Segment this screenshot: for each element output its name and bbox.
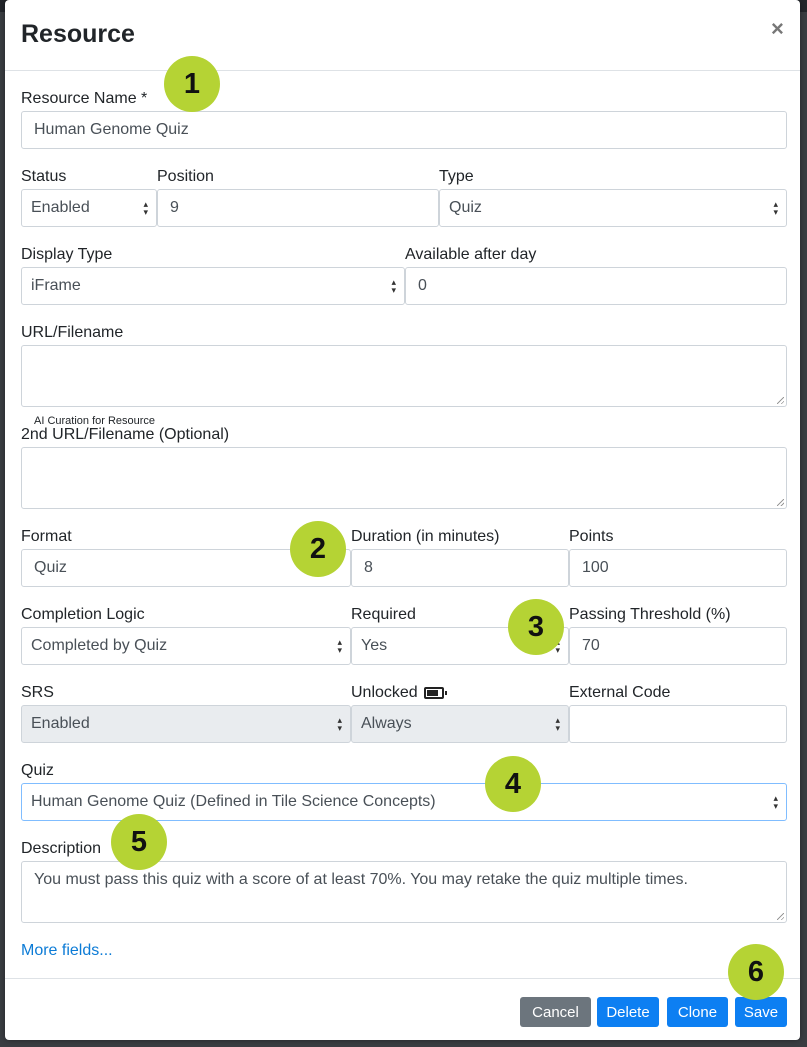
available-after-day-label: Available after day <box>405 246 537 263</box>
type-value: Quiz <box>449 199 482 216</box>
url2-label: 2nd URL/Filename (Optional) <box>21 426 230 443</box>
display-type-value: iFrame <box>31 277 81 294</box>
save-button[interactable]: Save <box>735 997 787 1027</box>
points-input[interactable]: 100 <box>569 549 787 587</box>
completion-logic-label: Completion Logic <box>21 606 145 623</box>
url2-textarea[interactable] <box>21 447 787 509</box>
url-label: URL/Filename <box>21 324 124 341</box>
passing-threshold-input[interactable]: 70 <box>569 627 787 665</box>
type-select[interactable] <box>439 189 787 227</box>
external-code-label: External Code <box>569 684 671 701</box>
modal-header <box>5 0 800 71</box>
modal-title: Resource <box>21 20 135 48</box>
resource-name-input[interactable]: Human Genome Quiz <box>21 111 787 149</box>
unlocked-value: Always <box>361 715 412 732</box>
points-label: Points <box>569 528 614 545</box>
description-textarea[interactable]: You must pass this quiz with a score of at least 70%. You may retake the quiz multiple times. <box>21 861 787 923</box>
close-icon[interactable]: × <box>771 16 784 41</box>
unlocked-label-text: Unlocked <box>351 684 418 701</box>
display-type-select[interactable] <box>21 267 405 305</box>
required-value: Yes <box>361 637 388 654</box>
srs-select[interactable] <box>21 705 351 743</box>
delete-button[interactable]: Delete <box>597 997 659 1027</box>
completion-logic-select[interactable] <box>21 627 351 665</box>
position-input[interactable]: 9 <box>157 189 439 227</box>
quiz-value: Human Genome Quiz (Defined in Tile Science Concepts) <box>31 793 436 810</box>
unlocked-select[interactable] <box>351 705 569 743</box>
callout-badge-6: 6 <box>728 944 784 1000</box>
more-fields-link[interactable]: More fields... <box>21 942 113 959</box>
srs-value: Enabled <box>31 715 90 732</box>
clone-button[interactable]: Clone <box>667 997 728 1027</box>
resource-modal <box>5 0 800 1040</box>
format-input[interactable]: Quiz <box>21 549 351 587</box>
battery-icon <box>424 687 444 699</box>
callout-badge-1: 1 <box>164 56 220 112</box>
modal-footer <box>5 978 800 1040</box>
unlocked-label <box>351 684 444 702</box>
callout-badge-2: 2 <box>290 521 346 577</box>
status-value: Enabled <box>31 199 90 216</box>
completion-logic-value: Completed by Quiz <box>31 637 168 654</box>
type-label: Type <box>439 168 474 185</box>
callout-badge-5: 5 <box>111 814 167 870</box>
passing-threshold-label: Passing Threshold (%) <box>569 606 731 623</box>
callout-badge-3: 3 <box>508 599 564 655</box>
available-after-day-input[interactable]: 0 <box>405 267 787 305</box>
description-label: Description <box>21 840 102 857</box>
duration-label: Duration (in minutes) <box>351 528 500 545</box>
status-select[interactable] <box>21 189 157 227</box>
external-code-input[interactable] <box>569 705 787 743</box>
ai-curation-label: AI Curation for Resource <box>34 415 156 427</box>
quiz-label: Quiz <box>21 762 54 779</box>
display-type-label: Display Type <box>21 246 113 263</box>
status-label: Status <box>21 168 67 185</box>
url-textarea[interactable] <box>21 345 787 407</box>
duration-input[interactable]: 8 <box>351 549 569 587</box>
required-label: Required <box>351 606 416 623</box>
cancel-button[interactable]: Cancel <box>520 997 591 1027</box>
callout-badge-4: 4 <box>485 756 541 812</box>
position-label: Position <box>157 168 214 185</box>
srs-label: SRS <box>21 684 54 701</box>
resource-name-label: Resource Name * <box>21 90 148 107</box>
format-label: Format <box>21 528 72 545</box>
